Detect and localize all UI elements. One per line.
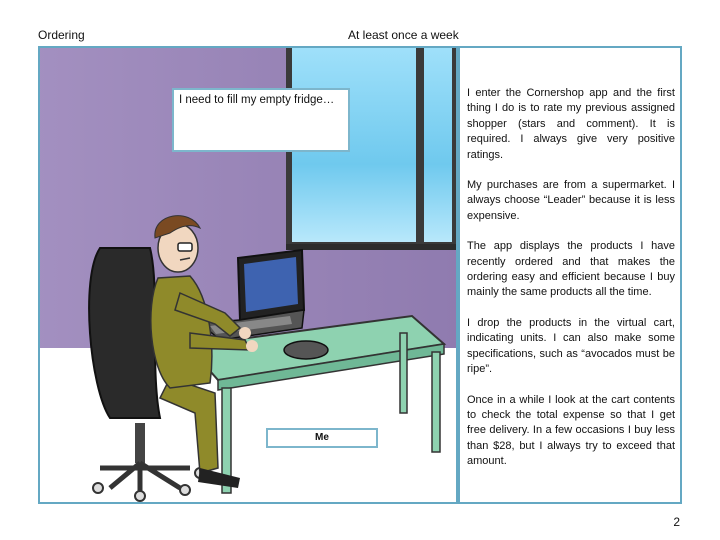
narrative-paragraph-2: My purchases are from a supermarket. I always choose “Leader” because it is less expensive.: [467, 179, 675, 222]
frequency-label: At least once a week: [348, 28, 459, 42]
illustration-panel: [38, 46, 458, 504]
narrative-paragraph-3: The app displays the products I have recently ordered and that makes the ordering easy and efficient because I buy mainly the same products all the time.: [467, 240, 675, 299]
slide-title: Ordering: [38, 28, 85, 42]
me-caption-label: Me: [266, 428, 378, 448]
narrative-paragraph-1: I enter the Cornershop app and the first thing I do is to rate my previous assigned shopper (stars and comment). It is required. I always give very positive ratings.: [467, 87, 675, 161]
computer-mouse: [284, 341, 328, 359]
speech-bubble: I need to fill my empty fridge…: [172, 88, 350, 152]
narrative-paragraph-5: Once in a while I look at the cart contents to check the total expense so that I get free delivery. In a few occasions I buy less than $28, but I always try to exceed that amount.: [467, 393, 675, 468]
narrative-text-column: [458, 46, 682, 504]
page-number: 2: [673, 515, 680, 529]
narrative-paragraph-4: I drop the products in the virtual cart, indicating units. I can also make some specifications, such as “avocados must be ripe”.: [467, 316, 675, 376]
